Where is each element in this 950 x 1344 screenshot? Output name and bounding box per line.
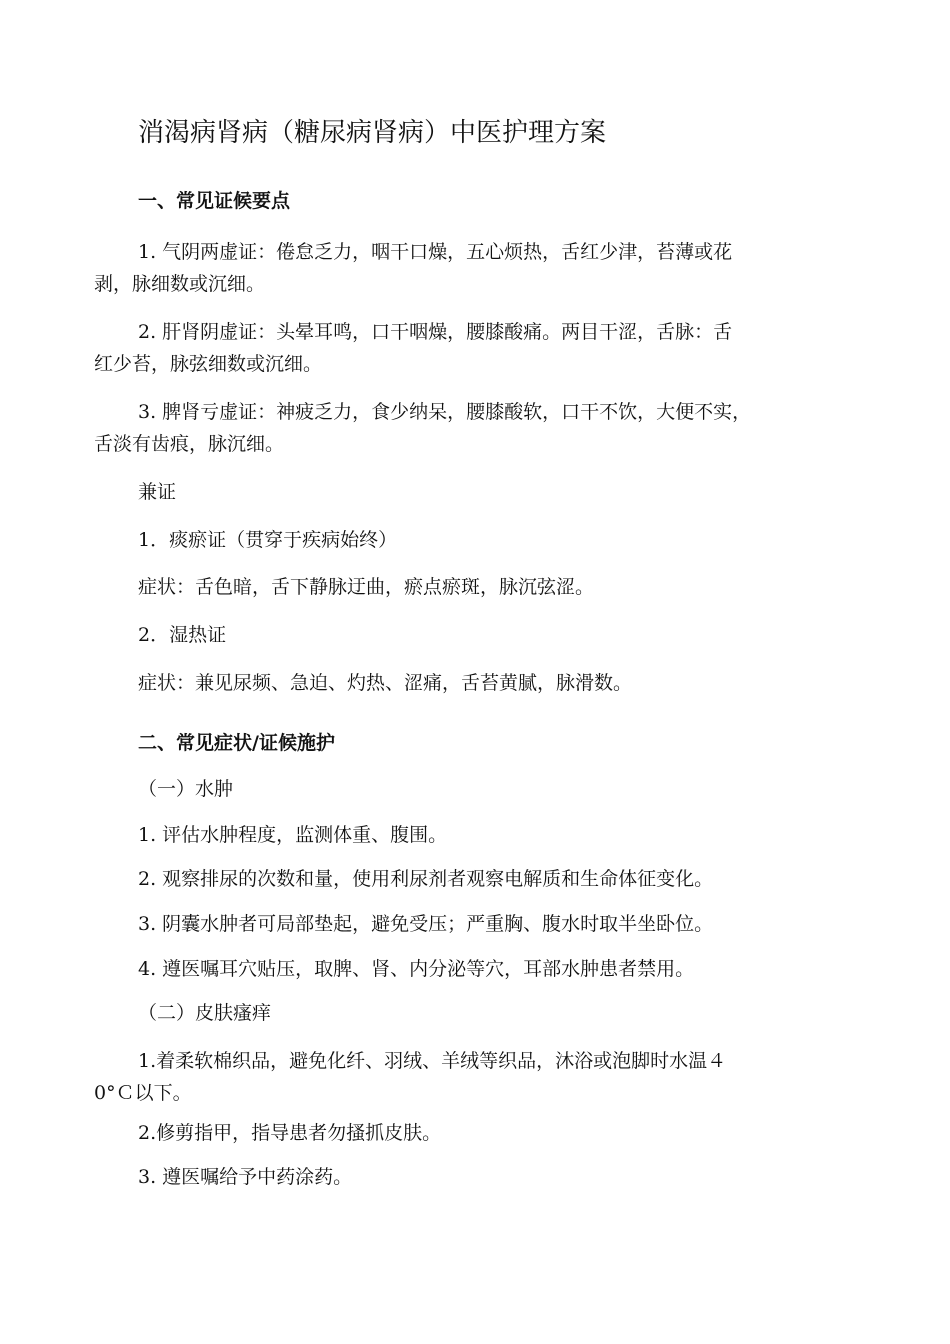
paragraph-line: 3. 脾肾亏虚证：神疲乏力，食少纳呆，腰膝酸软，口干不饮，大便不实， (138, 401, 752, 423)
syndrome-item-liver-kidney (94, 316, 850, 380)
itching-item-clothing (94, 1045, 850, 1109)
paragraph-line: 1.着柔软棉织品，避免化纤、羽绒、羊绒等织品，沐浴或泡脚时水温４ (138, 1050, 727, 1072)
paragraph-line: 红少苔，脉弦细数或沉细。 (94, 353, 323, 375)
paragraph-line: 0°Ｃ以下。 (94, 1082, 192, 1104)
document-title: 消渴病肾病（糖尿病肾病）中医护理方案 (138, 118, 607, 148)
concurrent-syndrome-label: 兼证 (138, 481, 177, 503)
concurrent-syndrome-phlegm-symptoms: 症状：舌色暗，舌下静脉迂曲，瘀点瘀斑，脉沉弦涩。 (138, 576, 595, 598)
concurrent-syndrome-damp-heat-symptoms: 症状：兼见尿频、急迫、灼热、涩痛，舌苔黄腻，脉滑数。 (138, 672, 633, 694)
edema-item: 4. 遵医嘱耳穴贴压，取脾、肾、内分泌等穴，耳部水肿患者禁用。 (138, 958, 695, 980)
subsection-heading-itching: （二）皮肤瘙痒 (138, 1002, 272, 1024)
subsection-heading-edema: （一）水肿 (138, 778, 234, 800)
section-heading-nursing: 二、常见症状/证候施护 (138, 732, 335, 754)
section-heading-syndromes: 一、常见证候要点 (138, 190, 291, 212)
paragraph-line: 舌淡有齿痕，脉沉细。 (94, 433, 285, 455)
paragraph-line: 2. 肝肾阴虚证：头晕耳鸣，口干咽燥，腰膝酸痛。两目干涩，舌脉：舌 (138, 321, 733, 343)
syndrome-item-spleen-kidney (94, 396, 850, 460)
concurrent-syndrome-phlegm-title: 1．痰瘀证（贯穿于疾病始终） (138, 529, 398, 551)
concurrent-syndrome-damp-heat-title: 2．湿热证 (138, 624, 227, 646)
syndrome-item-qi-yin (94, 236, 850, 300)
edema-item: 2. 观察排尿的次数和量，使用利尿剂者观察电解质和生命体征变化。 (138, 868, 714, 890)
edema-item: 1. 评估水肿程度，监测体重、腹围。 (138, 824, 448, 846)
paragraph-line: 剥，脉细数或沉细。 (94, 273, 266, 295)
edema-item: 3. 阴囊水肿者可局部垫起，避免受压；严重胸、腹水时取半坐卧位。 (138, 913, 714, 935)
itching-item-nails: 2.修剪指甲，指导患者勿搔抓皮肤。 (138, 1122, 442, 1144)
itching-item-medication: 3. 遵医嘱给予中药涂药。 (138, 1166, 353, 1188)
paragraph-line: 1. 气阴两虚证：倦怠乏力，咽干口燥，五心烦热，舌红少津，苔薄或花 (138, 241, 733, 263)
